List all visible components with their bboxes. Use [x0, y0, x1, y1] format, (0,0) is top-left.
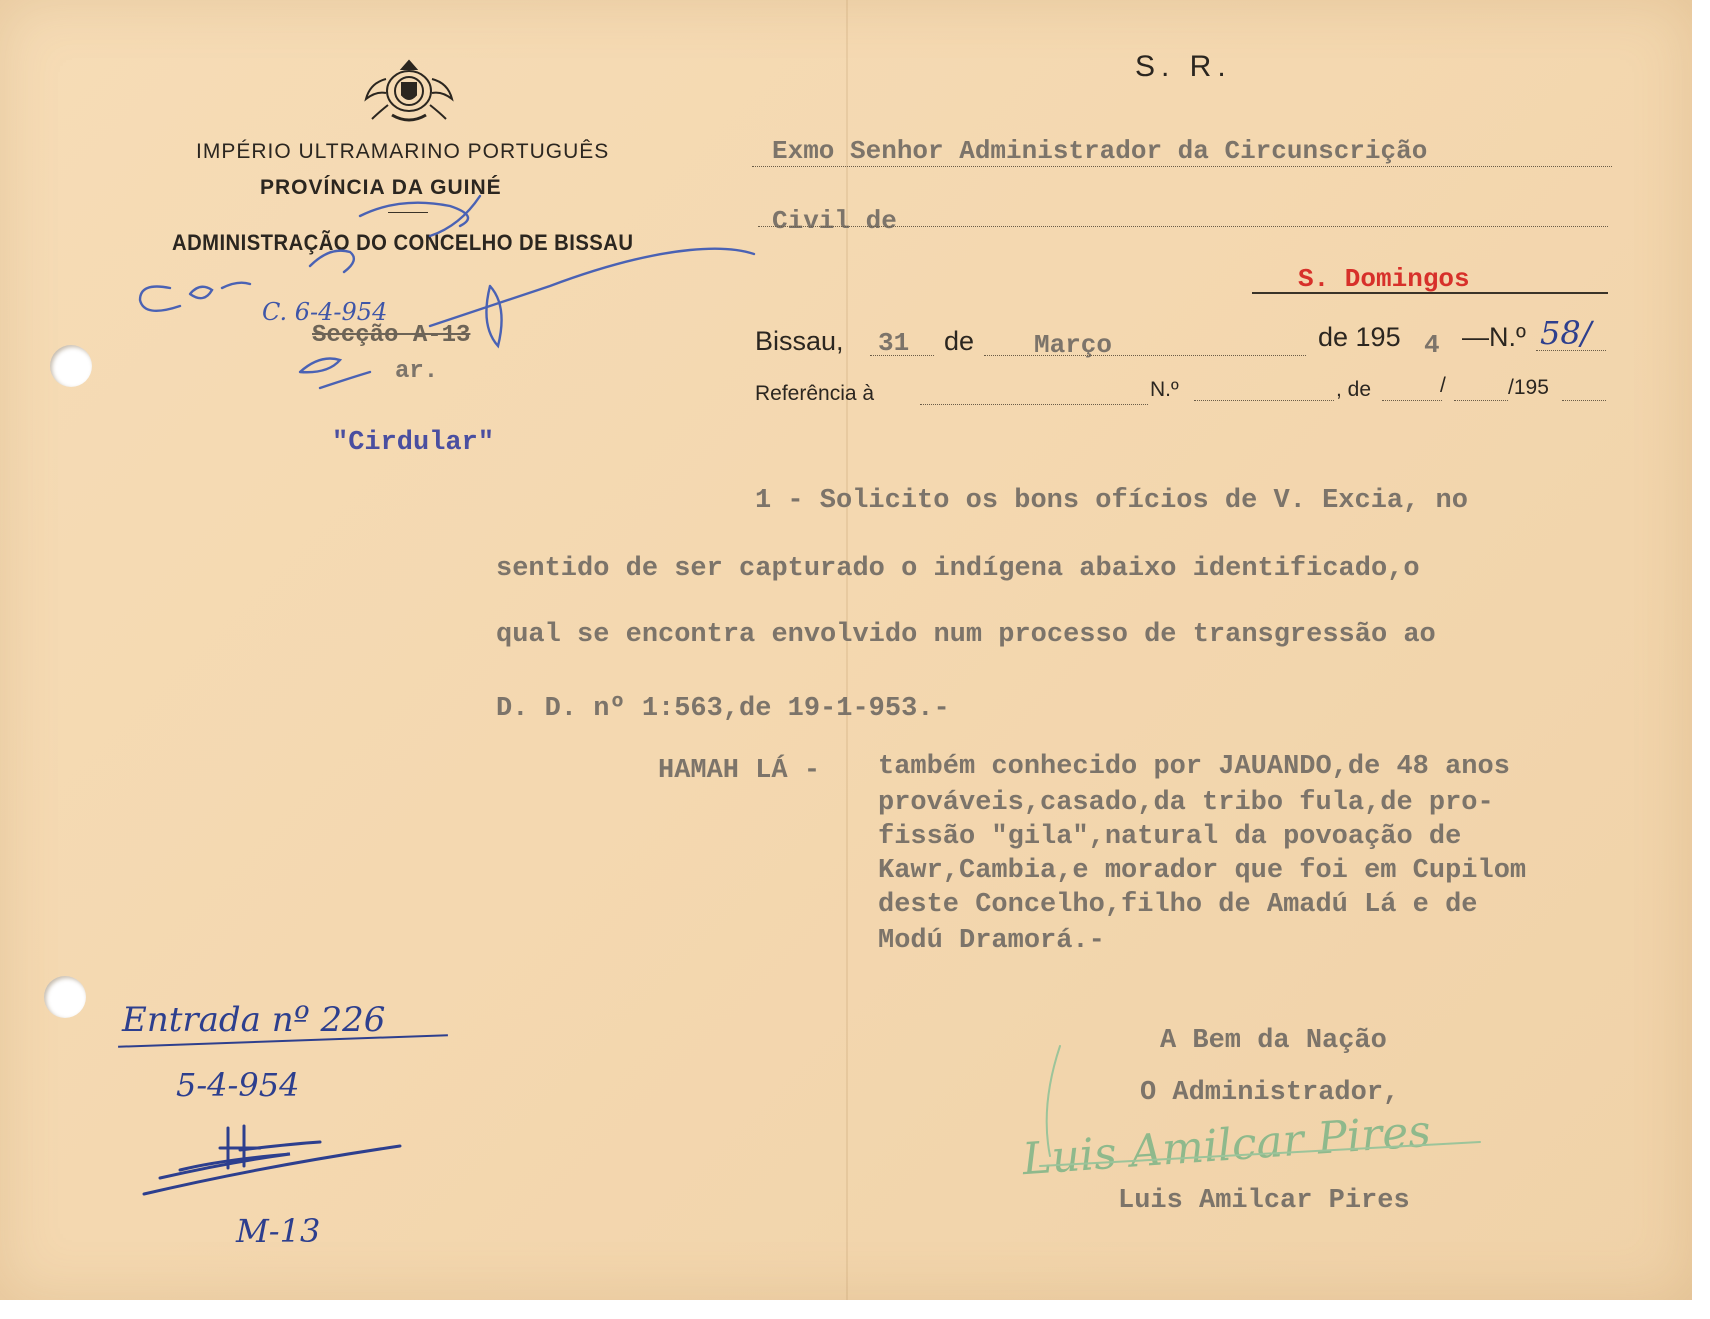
- addressee-dotted-line-1: [752, 166, 1612, 167]
- description-line-5: deste Concelho,filho de Amadú Lá e de: [878, 890, 1478, 920]
- subject-name: HAMAH LÁ -: [658, 756, 821, 786]
- circular-label: "Cirdular": [332, 428, 495, 458]
- addressee-line-2: Civil de: [772, 206, 897, 236]
- number-label: —N.º: [1462, 322, 1526, 352]
- handwritten-entry-date: 5-4-954: [176, 1066, 300, 1104]
- date-month: Março: [1034, 330, 1113, 360]
- body-paragraph-line-2: sentido de ser capturado o indígena abaixo identificado,o: [496, 554, 1420, 584]
- letterhead-province: PROVÍNCIA DA GUINÉ: [260, 176, 502, 199]
- body-paragraph-line-1: 1 - Solicito os bons ofícios de V. Excia, no: [755, 486, 1468, 516]
- description-line-3: fissão "gila",natural da povoação de: [878, 822, 1462, 852]
- sr-label: S. R.: [1135, 50, 1232, 83]
- handwritten-code: M-13: [236, 1212, 321, 1250]
- section-code: Secção A-13: [312, 322, 471, 349]
- punch-hole-top: [50, 345, 92, 387]
- reference-no-line: [1194, 400, 1334, 401]
- addressee-dotted-line-2: [758, 226, 1608, 227]
- description-line-1: também conhecido por JAUANDO,de 48 anos: [878, 752, 1510, 782]
- body-paragraph-line-3: qual se encontra envolvido num processo de transgressão ao: [496, 620, 1436, 650]
- administrator-typed-name: Luis Amilcar Pires: [1118, 1186, 1410, 1216]
- date-day-line: [870, 355, 934, 356]
- reference-month-line: [1454, 400, 1508, 401]
- closing-salutation: A Bem da Nação: [1160, 1026, 1387, 1056]
- destination-underline: [1252, 292, 1608, 294]
- description-line-6: Modú Dramorá.-: [878, 926, 1105, 956]
- date-year-label: de 195: [1318, 322, 1401, 352]
- paper-fold: [846, 0, 848, 1300]
- reference-no-label: N.º: [1150, 378, 1179, 401]
- handwritten-annotation-scrawl: [130, 176, 760, 406]
- reference-label: Referência à: [755, 382, 875, 405]
- reference-year-label: /195: [1508, 376, 1549, 399]
- punch-hole-bottom: [44, 976, 86, 1018]
- reference-year-line: [1562, 400, 1606, 401]
- closing-title: O Administrador,: [1140, 1078, 1400, 1108]
- letterhead-administration: ADMINISTRAÇÃO DO CONCELHO DE BISSAU: [172, 230, 634, 255]
- handwritten-date-top: C. 6-4-954: [262, 298, 388, 326]
- destination-label: S. Domingos: [1298, 264, 1470, 294]
- section-suffix: ar.: [395, 358, 439, 385]
- city-label: Bissau,: [755, 326, 844, 356]
- date-year-digit: 4: [1424, 330, 1440, 360]
- body-paragraph-line-4: D. D. nº 1:563,de 19-1-953.-: [496, 694, 950, 724]
- letterhead-empire: IMPÉRIO ULTRAMARINO PORTUGUÊS: [196, 140, 610, 163]
- handwritten-entry-number: Entrada nº 226: [122, 1000, 386, 1040]
- number-line: [1536, 350, 1606, 351]
- reference-de-label: , de: [1336, 378, 1372, 401]
- document-number: 58/: [1540, 314, 1592, 352]
- addressee-line-1: Exmo Senhor Administrador da Circunscrição: [772, 136, 1428, 166]
- signature: Luis Amilcar Pires: [1020, 1105, 1433, 1186]
- date-month-line: [984, 355, 1306, 356]
- description-line-2: prováveis,casado,da tribo fula,de pro-: [878, 788, 1494, 818]
- description-line-4: Kawr,Cambia,e morador que foi em Cupilom: [878, 856, 1527, 886]
- date-de-label: de: [944, 326, 975, 356]
- reference-day-line: [1382, 400, 1442, 401]
- reference-line: [920, 404, 1148, 405]
- signature-flourish: [1020, 1036, 1500, 1206]
- date-day: 31: [878, 328, 910, 358]
- handwritten-initials-mark: [140, 1120, 410, 1200]
- portuguese-coat-of-arms-icon: [362, 55, 456, 127]
- reference-slash: /: [1440, 374, 1446, 397]
